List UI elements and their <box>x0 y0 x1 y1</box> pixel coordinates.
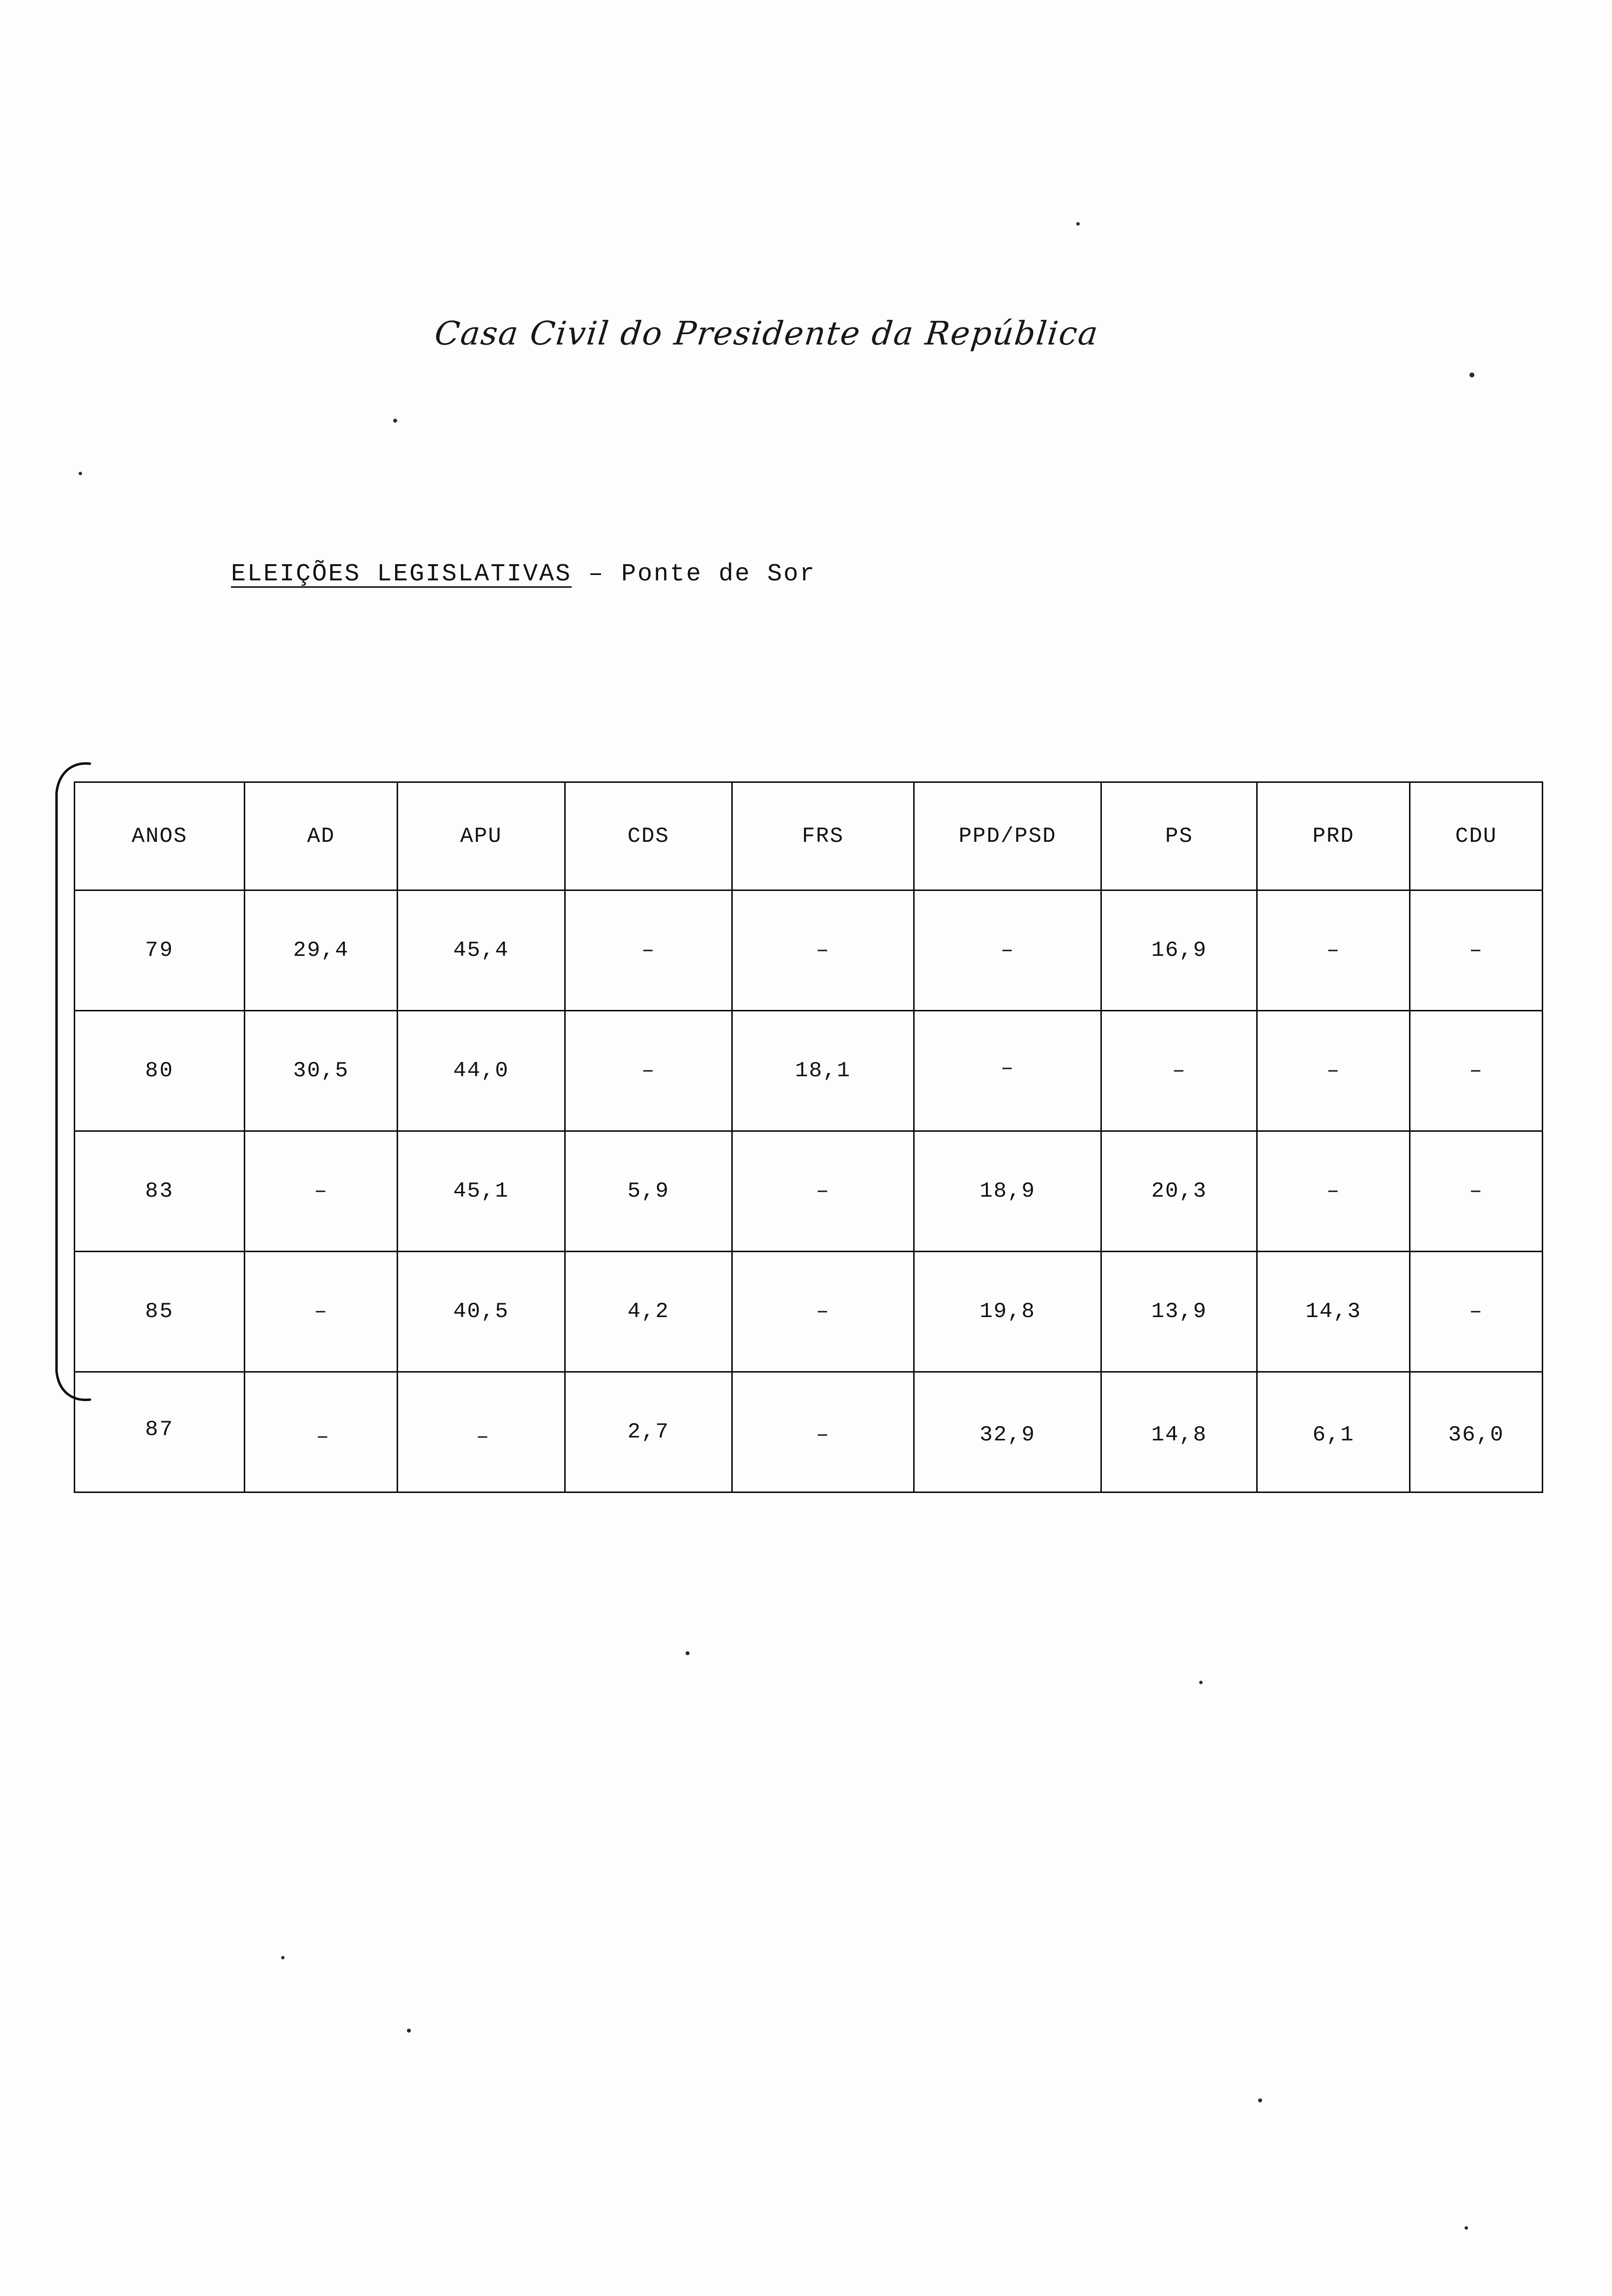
elections-table <box>74 781 1543 1493</box>
cell-ppd-psd: 32,9 <box>914 1375 1101 1495</box>
title-separator: – <box>588 560 605 588</box>
cell-ps: 20,3 <box>1101 1131 1257 1252</box>
cell-year: 85 <box>75 1252 245 1372</box>
letterhead-text: Casa Civil do Presidente da República <box>432 315 1101 352</box>
cell-ppd-psd: 19,8 <box>914 1252 1101 1372</box>
page-title: ELEIÇÕES LEGISLATIVAS <box>231 560 572 588</box>
column-header-cds: CDS <box>565 782 732 890</box>
cell-cds: 4,2 <box>565 1252 732 1372</box>
cell-frs: – <box>732 1375 914 1495</box>
cell-year: 80 <box>75 1011 245 1131</box>
cell-ad: 29,4 <box>245 890 398 1011</box>
cell-cdu: 36,0 <box>1410 1375 1543 1495</box>
cell-cds: 2,7 <box>565 1372 732 1492</box>
cell-frs: 18,1 <box>732 1011 914 1131</box>
cell-ppd-psd: – <box>914 890 1101 1011</box>
cell-ad: – <box>245 1131 398 1252</box>
cell-ad: 30,5 <box>245 1011 398 1131</box>
cell-apu: 45,4 <box>398 890 565 1011</box>
cell-apu: 40,5 <box>398 1252 565 1372</box>
cell-ad: – <box>247 1377 400 1497</box>
scan-speck <box>686 1651 690 1655</box>
table-header-row <box>75 782 1543 890</box>
cell-prd: 6,1 <box>1257 1375 1410 1495</box>
cell-ppd-psd: – <box>914 1008 1101 1129</box>
cell-frs: – <box>732 890 914 1011</box>
column-header-cdu: CDU <box>1410 782 1543 890</box>
table-body <box>75 890 1543 1492</box>
cell-ps: 16,9 <box>1101 890 1257 1011</box>
cell-frs: – <box>732 1131 914 1252</box>
column-header-frs: FRS <box>732 782 914 890</box>
cell-frs: – <box>732 1252 914 1372</box>
column-header-ps: PS <box>1101 782 1257 890</box>
table-header <box>75 782 1543 890</box>
column-header-ppd-psd: PPD/PSD <box>914 782 1101 890</box>
column-header-apu: APU <box>398 782 565 890</box>
cell-cdu: – <box>1410 890 1543 1011</box>
column-header-ad: AD <box>245 782 398 890</box>
cell-cds: – <box>565 1011 732 1131</box>
cell-cdu: – <box>1410 1011 1543 1131</box>
cell-ps: 14,8 <box>1101 1375 1257 1495</box>
cell-ps: 13,9 <box>1101 1252 1257 1372</box>
cell-prd: – <box>1257 1131 1410 1252</box>
cell-year: 87 <box>75 1370 245 1490</box>
cell-year: 83 <box>75 1131 245 1252</box>
table-row <box>75 1372 1543 1492</box>
scan-speck <box>281 1956 285 1959</box>
column-header-anos: ANOS <box>75 782 245 890</box>
cell-cdu: – <box>1410 1252 1543 1372</box>
table-row <box>75 1131 1543 1252</box>
scan-speck <box>1199 1681 1203 1684</box>
table-row <box>75 1252 1543 1372</box>
cell-apu: 44,0 <box>398 1011 565 1131</box>
scan-speck <box>1469 373 1474 377</box>
cell-prd: – <box>1257 1011 1410 1131</box>
cell-ps: – <box>1101 1011 1257 1131</box>
cell-ad: – <box>245 1252 398 1372</box>
scan-speck <box>393 419 397 423</box>
cell-year: 79 <box>75 890 245 1011</box>
cell-apu: – <box>400 1377 567 1497</box>
document-title-row <box>231 560 816 588</box>
elections-table-wrapper <box>74 781 1543 1493</box>
column-header-prd: PRD <box>1257 782 1410 890</box>
cell-prd: 14,3 <box>1257 1252 1410 1372</box>
cell-ppd-psd: 18,9 <box>914 1131 1101 1252</box>
title-place: Ponte de Sor <box>621 560 816 588</box>
letterhead <box>0 315 1612 352</box>
cell-cds: – <box>565 890 732 1011</box>
scan-speck <box>407 2029 411 2033</box>
cell-apu: 45,1 <box>398 1131 565 1252</box>
table-row <box>75 1011 1543 1131</box>
cell-cdu: – <box>1410 1131 1543 1252</box>
scan-speck <box>79 472 82 475</box>
scan-speck <box>1465 2226 1468 2230</box>
cell-prd: – <box>1257 890 1410 1011</box>
scan-speck <box>1258 2098 1262 2102</box>
cell-cds: 5,9 <box>565 1131 732 1252</box>
table-row <box>75 890 1543 1011</box>
scan-speck <box>1076 222 1080 226</box>
